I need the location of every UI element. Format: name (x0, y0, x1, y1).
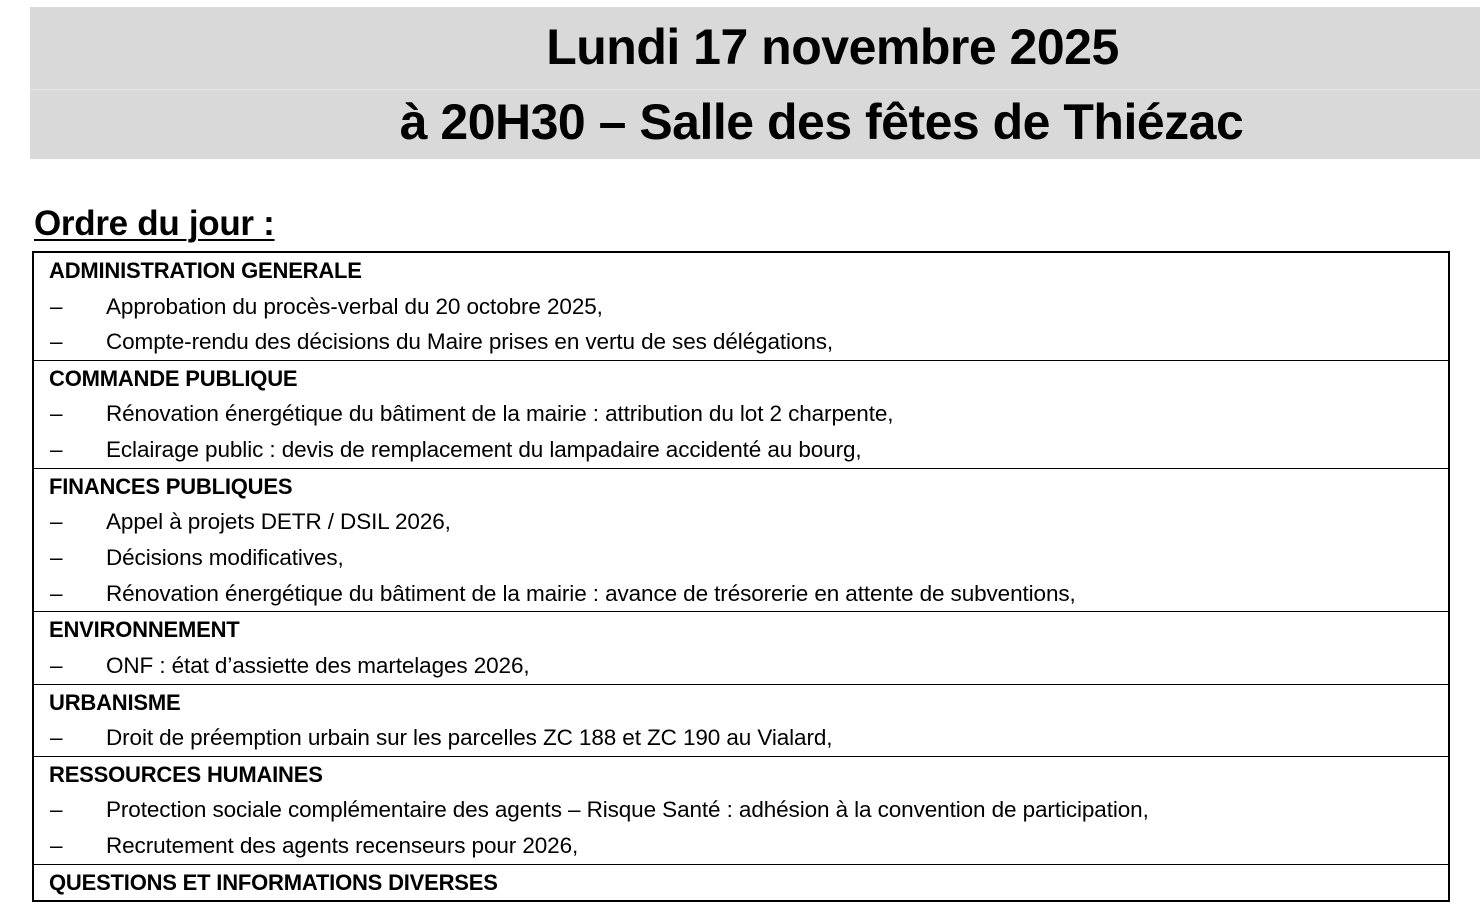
section-title: URBANISME (49, 689, 181, 715)
agenda-item-text: ONF : état d’assiette des martelages 2026, (106, 652, 530, 678)
agenda-item (34, 504, 1448, 540)
section-title: RESSOURCES HUMAINES (49, 761, 323, 787)
dash-bullet: – (50, 833, 63, 859)
agenda-item (34, 576, 1448, 612)
agenda-item-text: Compte-rendu des décisions du Maire prises en vertu de ses délégations, (106, 329, 834, 355)
agenda-item-text: Protection sociale complémentaire des agents – Risque Santé : adhésion à la convention de participation, (106, 797, 1149, 823)
agenda-section (34, 360, 1448, 468)
agenda-item-text: Appel à projets DETR / DSIL 2026, (106, 509, 451, 535)
dash-bullet: – (50, 725, 63, 751)
agenda-item-text: Rénovation énergétique du bâtiment de la mairie : avance de trésorerie en attente de subventions, (106, 580, 1076, 606)
agenda-item (34, 289, 1448, 325)
agenda-item-text: Décisions modificatives, (106, 545, 344, 571)
dash-bullet: – (50, 545, 63, 571)
agenda-item (34, 396, 1448, 432)
agenda-item (34, 720, 1448, 756)
agenda-section (34, 611, 1448, 683)
dash-bullet: – (50, 293, 63, 319)
agenda-section (34, 253, 1448, 360)
section-title: ADMINISTRATION GENERALE (49, 258, 362, 283)
dash-bullet: – (50, 652, 63, 678)
agenda-section (34, 684, 1448, 756)
agenda-item (34, 648, 1448, 684)
dash-bullet: – (50, 797, 63, 823)
dash-bullet: – (50, 580, 63, 606)
agenda-section (34, 756, 1448, 864)
dash-bullet: – (50, 437, 63, 463)
agenda-item-text: Recrutement des agents recenseurs pour 2026, (106, 833, 579, 859)
agenda-item (34, 792, 1448, 828)
dash-bullet: – (50, 329, 63, 355)
agenda-item (34, 828, 1448, 864)
agenda-section (34, 864, 1448, 901)
agenda-item (34, 540, 1448, 576)
section-title: FINANCES PUBLIQUES (49, 473, 293, 499)
agenda-item-text: Droit de préemption urbain sur les parcelles ZC 188 et ZC 190 au Vialard, (106, 725, 833, 751)
meeting-time-location: à 20H30 – Salle des fêtes de Thiézac (399, 94, 1244, 150)
dash-bullet: – (50, 401, 63, 427)
section-title: ENVIRONNEMENT (49, 617, 240, 643)
agenda-item-text: Rénovation énergétique du bâtiment de la mairie : attribution du lot 2 charpente, (106, 401, 894, 427)
agenda-section (34, 468, 1448, 612)
agenda-item-text: Approbation du procès-verbal du 20 octobre 2025, (106, 293, 603, 319)
dash-bullet: – (50, 509, 63, 535)
meeting-date: Lundi 17 novembre 2025 (546, 19, 1119, 75)
agenda-item (34, 432, 1448, 468)
agenda-item-text: Eclairage public : devis de remplacement du lampadaire accidenté au bourg, (106, 437, 862, 463)
section-title: COMMANDE PUBLIQUE (49, 365, 298, 391)
agenda-table (32, 251, 1450, 902)
section-title: QUESTIONS ET INFORMATIONS DIVERSES (49, 869, 498, 895)
agenda-title: Ordre du jour : (34, 204, 275, 243)
agenda-item (34, 324, 1448, 360)
meeting-header (30, 7, 1480, 159)
